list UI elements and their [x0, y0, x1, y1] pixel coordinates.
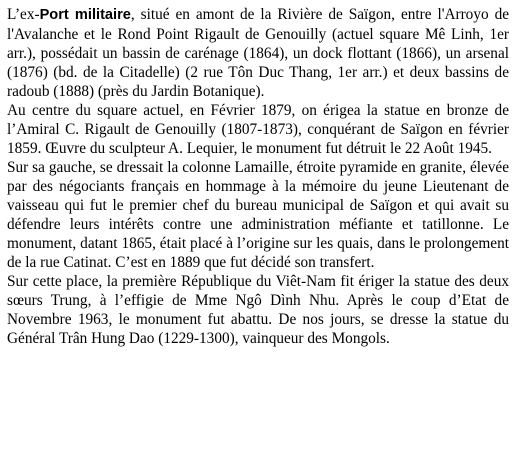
document-text [7, 5, 509, 348]
paragraph-prefix: L’ex- [7, 6, 40, 23]
paragraph-text: , situé en amont de la Rivière de Saïgon, entre l'Arroyo de l'Avalanche et le Rond Point Rigault de Genouilly (actuel square Mê Linh, 1er arr.), possédait un bassin de carénage (1864), un dock flottant (1866), un arsenal (1876) (bd. de la Citadelle) (2 rue Tôn Duc Thang, 1er arr.) et deux bassins de radoub (1888) (près du Jardin Botanique). [7, 6, 510, 100]
paragraph-statue-trung: Sur cette place, la première République du Viêt-Nam fit ériger la statue des deux sœurs Trung, à l’effigie de Mme Ngô Dình Nhu. Après le coup d’Etat de Novembre 1963, le monument fut abattu. De nos jours, se dresse la statue du Général Trân Hung Dao (1229-1300), vainqueur des Mongols. [7, 273, 509, 347]
paragraph-statue-rigault: Au centre du square actuel, en Février 1879, on érigea la statue en bronze de l’Amiral C. Rigault de Genouilly (1807-1873), conquérant de Saïgon en février 1859. Œuvre du sculpteur A. Lequier, le monument fut détruit le 22 Août 1945. [7, 102, 509, 157]
paragraph-port-militaire [7, 5, 509, 101]
highlighted-term: Port militaire [39, 7, 131, 23]
paragraph-colonne-lamaille: Sur sa gauche, se dressait la colonne Lamaille, étroite pyramide en granite, élevée par des négociants français en hommage à la mémoire du jeune Lieutenant de vaisseau qui fut le premier chef du bureau municipal de Saïgon et qui avait su défendre leurs intérêts contre une administration méfiante et tatillonne. Le monument, datant 1865, était placé à l’origine sur les quais, dans le prolongement de la rue Catinat. C’est en 1889 que fut décidé son transfert. [7, 159, 509, 271]
